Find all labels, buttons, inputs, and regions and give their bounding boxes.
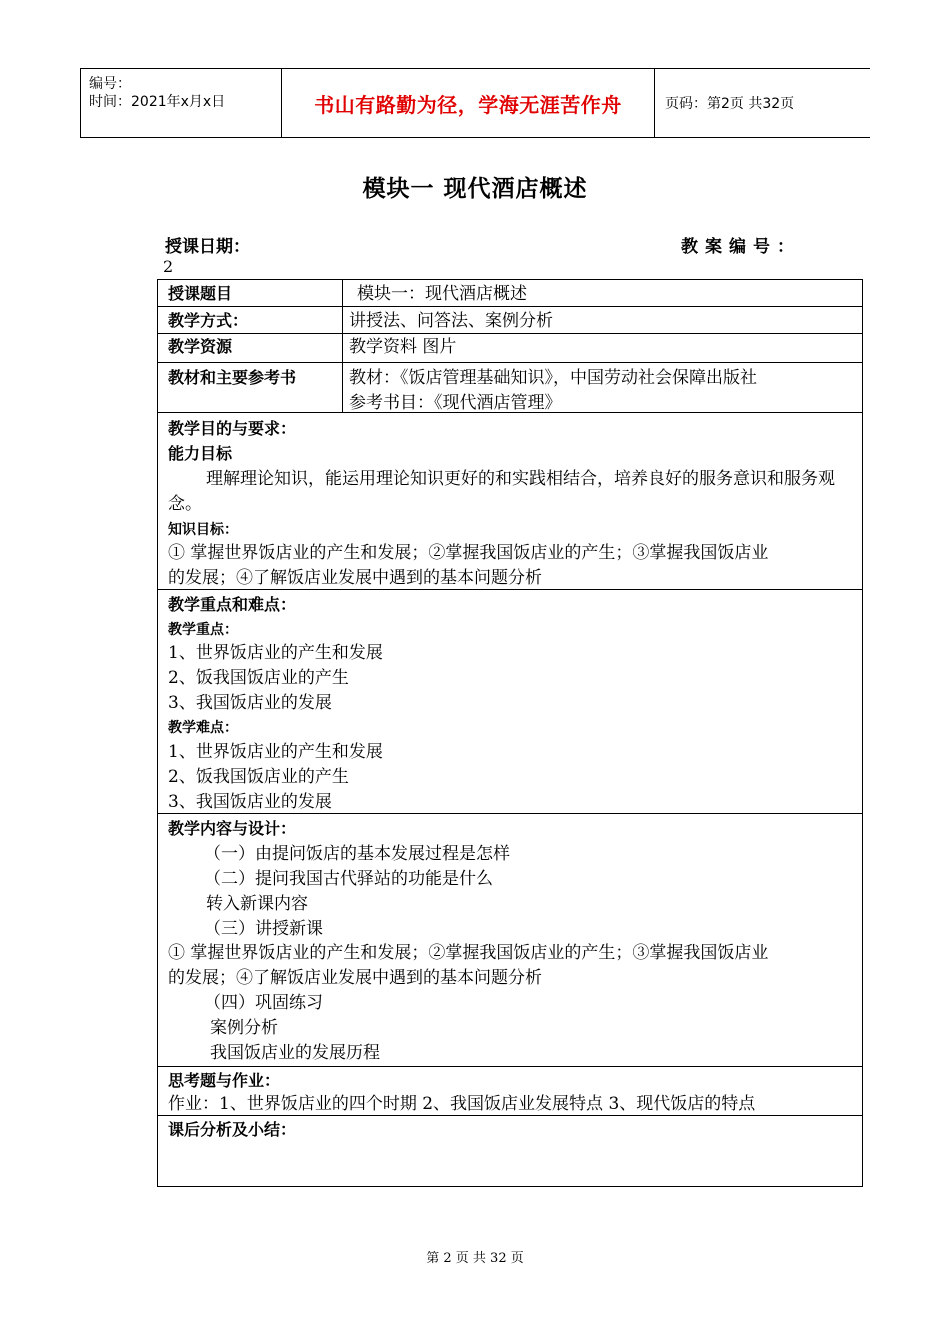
- difficulty-item: 3、我国饭店业的发展: [168, 792, 332, 812]
- topic-label: 授课题目: [168, 284, 233, 303]
- objectives-heading: 教学目的与要求：: [168, 419, 297, 438]
- content-line: 转入新课内容: [206, 894, 308, 914]
- header-meta-cell: [80, 69, 282, 137]
- page-footer: 第 2 页 共 32 页: [426, 1251, 524, 1266]
- difficulty-item: 2、饭我国饭店业的产生: [168, 767, 349, 787]
- motto-text: 书山有路勤为径，学海无涯苦作舟: [314, 92, 622, 117]
- homework-text: 作业：1、世界饭店业的四个时期 2、我国饭店业发展特点 3、现代饭店的特点: [168, 1094, 756, 1114]
- content-line: （三）讲授新课: [204, 919, 323, 939]
- resource-label: 教学资源: [168, 337, 233, 356]
- header-page-cell: [655, 69, 870, 137]
- books-value-reference: 参考书目：《现代酒店管理》: [349, 393, 562, 413]
- focus-heading: 教学重点：: [168, 622, 238, 638]
- content-line: 的发展；④了解饭店业发展中遇到的基本问题分析: [168, 968, 542, 988]
- difficulty-item: 1、世界饭店业的产生和发展: [168, 742, 383, 762]
- column-divider: [342, 280, 343, 412]
- lesson-plan-table: [157, 279, 863, 1187]
- summary-heading: 课后分析及小结：: [168, 1120, 297, 1139]
- ability-heading: 能力目标: [168, 444, 233, 463]
- keypoints-heading: 教学重点和难点：: [168, 595, 297, 614]
- row-divider: [158, 813, 862, 814]
- content-line: 案例分析: [210, 1018, 278, 1038]
- knowledge-line: 的发展；④了解饭店业发展中遇到的基本问题分析: [168, 568, 542, 588]
- homework-heading: 思考题与作业：: [168, 1071, 281, 1090]
- topic-value: 模块一：现代酒店概述: [357, 284, 527, 304]
- doc-number-label: 编号：: [89, 76, 131, 92]
- focus-item: 3、我国饭店业的发展: [168, 693, 332, 713]
- ability-text: 理解理论知识，能运用理论知识更好的和实践相结合，培养良好的服务意识和服务观念。: [168, 469, 835, 514]
- difficulty-heading: 教学难点：: [168, 720, 238, 736]
- doc-time-label: 时间：2021年x月x日: [89, 94, 226, 110]
- lesson-number-value: 2: [163, 257, 174, 276]
- content-line: ① 掌握世界饭店业的产生和发展；②掌握我国饭店业的产生；③掌握我国饭店业: [168, 943, 769, 963]
- method-label: 教学方式：: [168, 311, 249, 330]
- resource-value: 教学资料 图片: [349, 337, 457, 357]
- knowledge-heading: 知识目标：: [168, 522, 238, 538]
- page-indicator: 页码：第2页 共32页: [665, 96, 795, 112]
- row-divider: [158, 362, 862, 363]
- row-divider: [158, 589, 862, 590]
- row-divider: [158, 1066, 862, 1067]
- knowledge-line: ① 掌握世界饭店业的产生和发展；②掌握我国饭店业的产生；③掌握我国饭店业: [168, 543, 769, 563]
- page-title: 模块一 现代酒店概述: [362, 176, 588, 202]
- row-divider: [158, 333, 862, 334]
- books-label: 教材和主要参考书: [168, 368, 297, 387]
- lesson-date-label: 授课日期：: [165, 237, 250, 257]
- focus-item: 1、世界饭店业的产生和发展: [168, 643, 383, 663]
- content-line: （二）提问我国古代驿站的功能是什么: [204, 869, 493, 889]
- row-divider: [158, 412, 862, 413]
- row-divider: [158, 1115, 862, 1116]
- lesson-number-label: 教案编号：: [681, 237, 801, 257]
- books-value-textbook: 教材：《饭店管理基础知识》，中国劳动社会保障出版社: [349, 368, 757, 388]
- focus-item: 2、饭我国饭店业的产生: [168, 668, 349, 688]
- method-value: 讲授法、问答法、案例分析: [349, 311, 553, 331]
- content-line: （一）由提问饭店的基本发展过程是怎样: [204, 844, 510, 864]
- row-divider: [158, 306, 862, 307]
- content-heading: 教学内容与设计：: [168, 819, 297, 838]
- content-line: （四）巩固练习: [204, 993, 323, 1013]
- page-header: [80, 68, 870, 138]
- header-motto-cell: [282, 69, 655, 137]
- content-line: 我国饭店业的发展历程: [210, 1043, 380, 1063]
